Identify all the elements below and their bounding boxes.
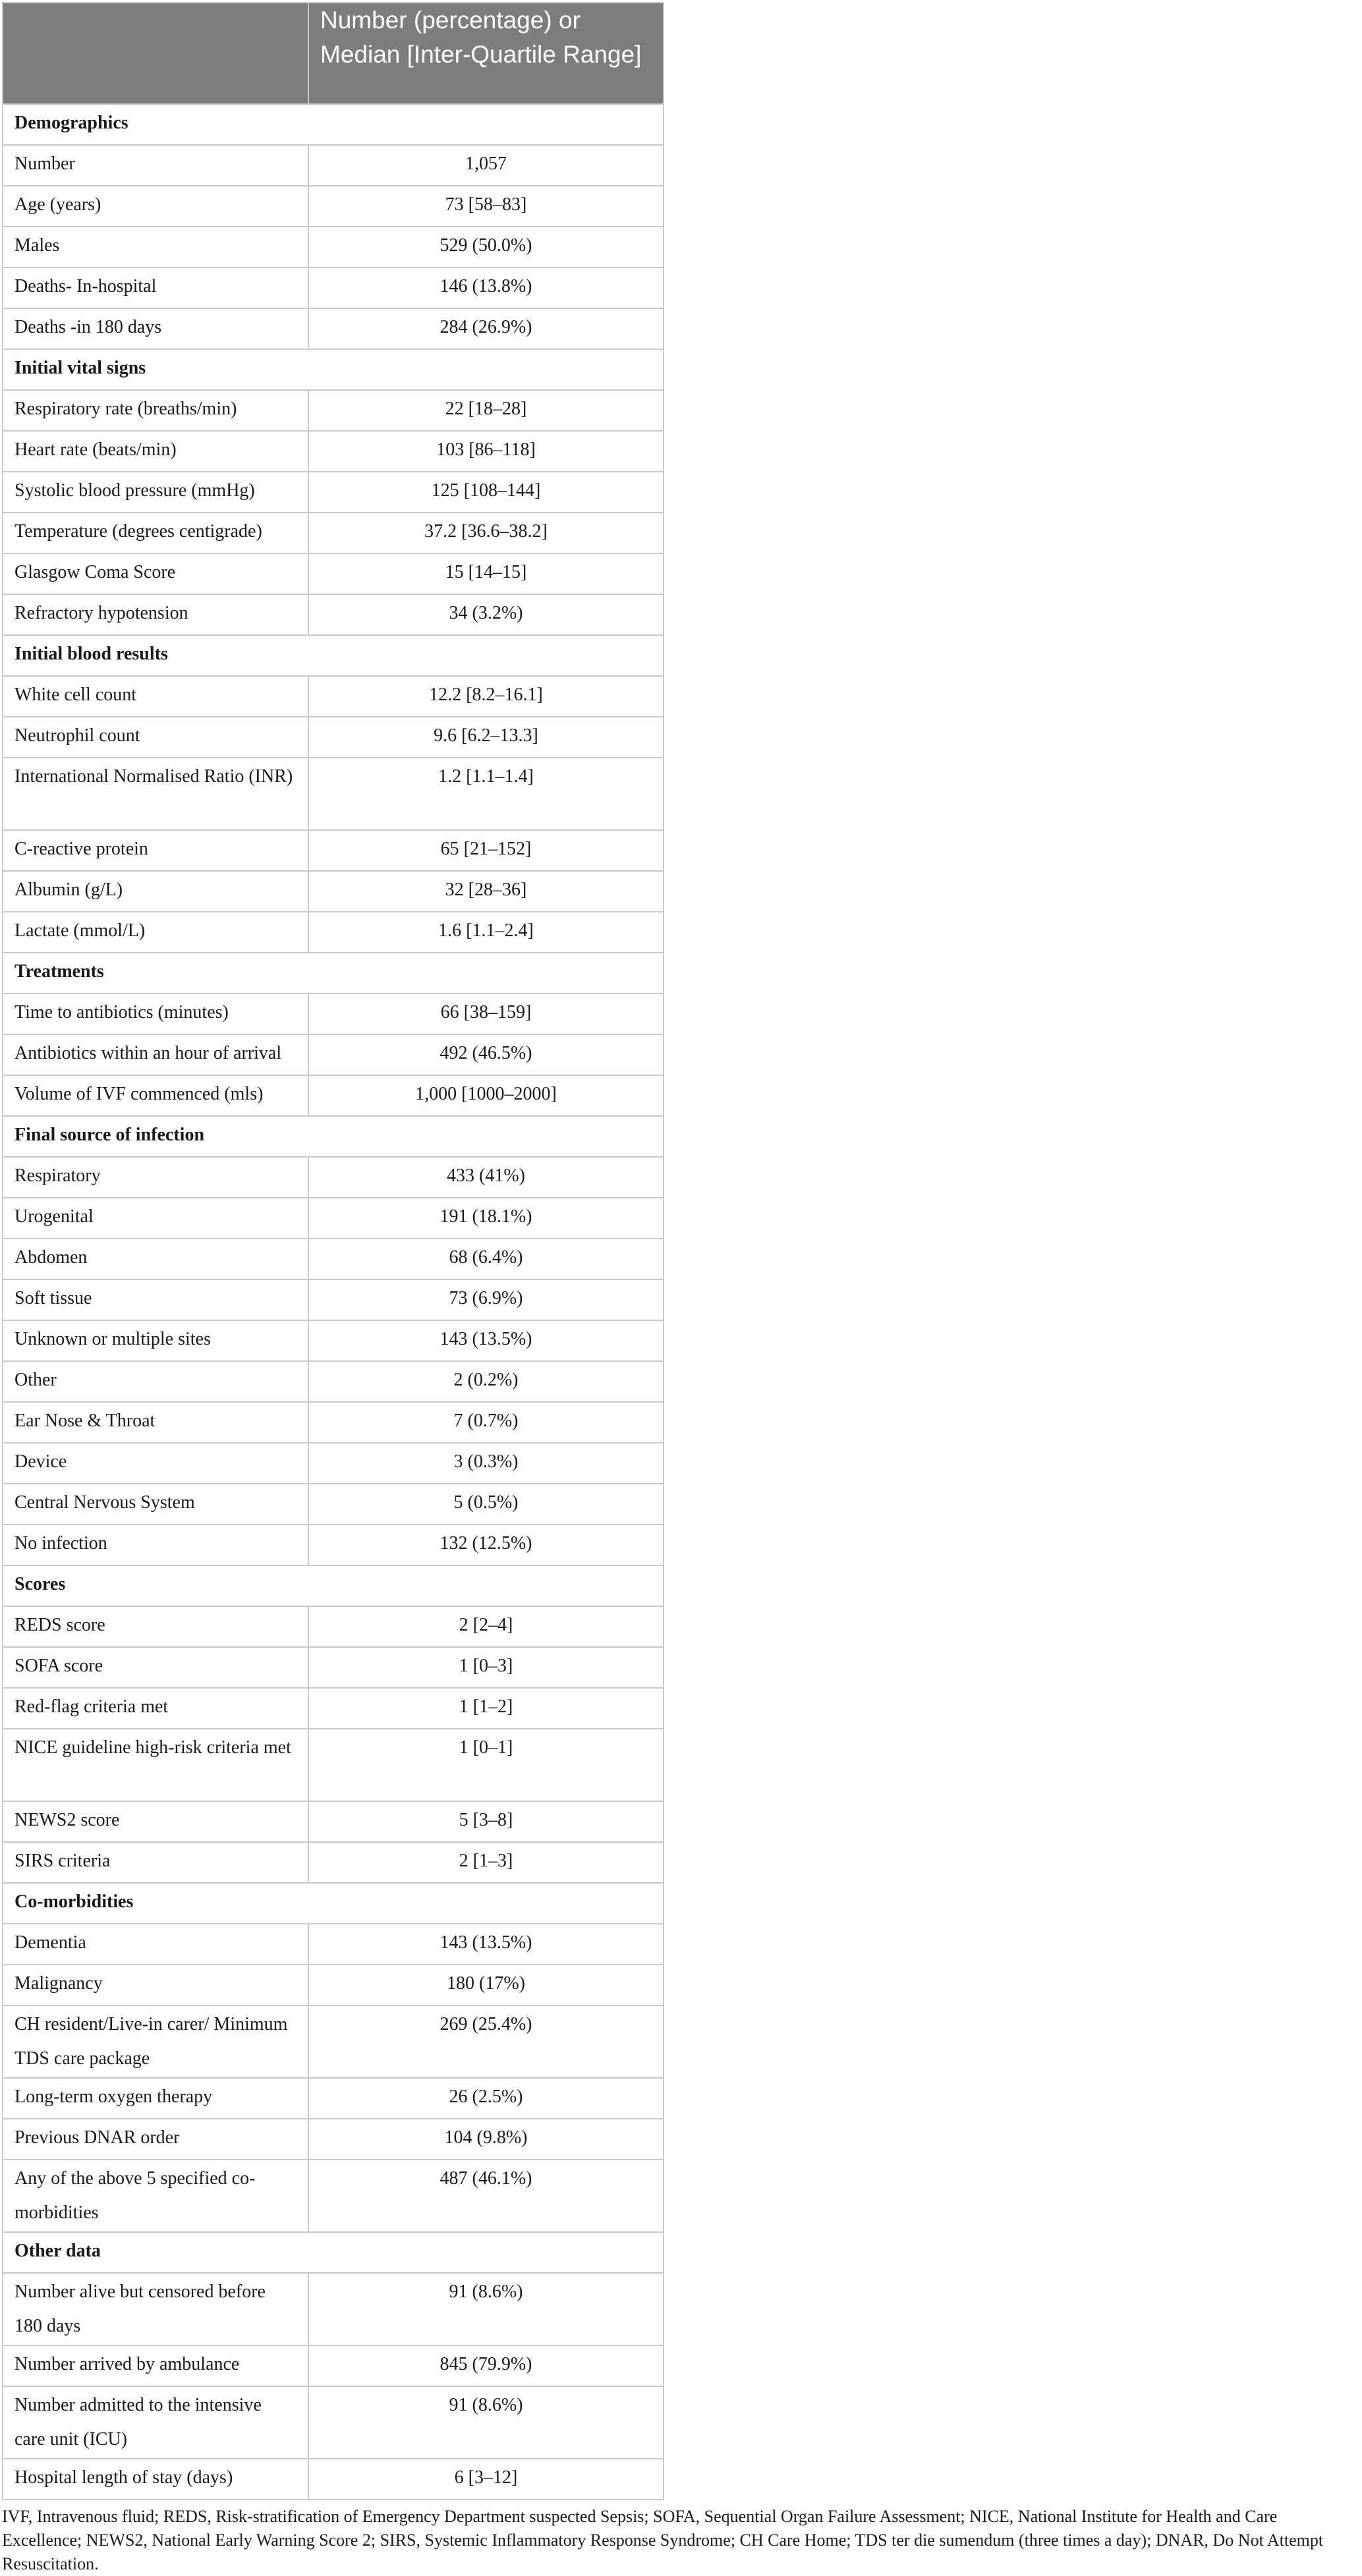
row-label: NICE guideline high-risk criteria met — [3, 1729, 308, 1801]
row-value: 1 [0–3] — [308, 1647, 664, 1688]
table-row — [3, 186, 664, 227]
table-row — [3, 1034, 664, 1075]
row-value: 132 (12.5%) — [308, 1525, 664, 1565]
row-label: Number alive but censored before 180 days — [3, 2273, 308, 2345]
section-header-row — [3, 1565, 664, 1606]
row-label: Neutrophil count — [3, 717, 308, 758]
section-title: Treatments — [3, 953, 664, 994]
row-label: Time to antibiotics (minutes) — [3, 994, 308, 1034]
row-value: 529 (50.0%) — [308, 227, 664, 267]
table-footnote: IVF, Intravenous fluid; REDS, Risk-stratification of Emergency Department suspected Sepsis; SOFA, Sequential Organ Failure Assessment; NICE, National Institute for Health and Care Excellence; NEWS2, National Early Warning Score 2; SIRS, Systemic Inflammatory Response Syndrome; CH Care Home; TDS ter die sumendum (three times a day); DNAR, Do Not Attempt Resuscitation. — [2, 2507, 1324, 2573]
section-header-row — [3, 2232, 664, 2273]
section-header-row — [3, 635, 664, 676]
row-label: Deaths -in 180 days — [3, 308, 308, 349]
row-label: SIRS criteria — [3, 1842, 308, 1883]
row-label: Malignancy — [3, 1965, 308, 2005]
table-row — [3, 308, 664, 349]
row-value: 26 (2.5%) — [308, 2078, 664, 2119]
row-label: Long-term oxygen therapy — [3, 2078, 308, 2119]
row-label: White cell count — [3, 676, 308, 717]
row-value: 487 (46.1%) — [308, 2160, 664, 2232]
row-value: 12.2 [8.2–16.1] — [308, 676, 664, 717]
row-value: 9.6 [6.2–13.3] — [308, 717, 664, 758]
row-value: 73 [58–83] — [308, 186, 664, 227]
section-title: Final source of infection — [3, 1116, 664, 1157]
row-value: 5 [3–8] — [308, 1801, 664, 1842]
table-row — [3, 1361, 664, 1402]
table-row — [3, 912, 664, 953]
row-label: Glasgow Coma Score — [3, 553, 308, 594]
row-label: Refractory hypotension — [3, 594, 308, 635]
table-row — [3, 1965, 664, 2005]
row-label: CH resident/Live-in carer/ Minimum TDS care package — [3, 2005, 308, 2078]
table-row — [3, 871, 664, 912]
row-value: 65 [21–152] — [308, 830, 664, 871]
row-value: 2 (0.2%) — [308, 1361, 664, 1402]
row-value: 15 [14–15] — [308, 553, 664, 594]
row-value: 125 [108–144] — [308, 472, 664, 513]
table-row — [3, 2273, 664, 2345]
section-title: Demographics — [3, 104, 664, 145]
row-label: Other — [3, 1361, 308, 1402]
header-value-column: Number (percentage) or Median [Inter-Quartile Range] — [308, 3, 664, 104]
table-row — [3, 2119, 664, 2160]
table-row — [3, 1157, 664, 1198]
table-row — [3, 1729, 664, 1801]
row-value: 1 [0–1] — [308, 1729, 664, 1801]
table-row — [3, 1402, 664, 1443]
table-row — [3, 830, 664, 871]
row-value: 3 (0.3%) — [308, 1443, 664, 1484]
row-value: 22 [18–28] — [308, 390, 664, 431]
table-row — [3, 1320, 664, 1361]
row-label: Respiratory — [3, 1157, 308, 1198]
row-label: Age (years) — [3, 186, 308, 227]
row-label: Hospital length of stay (days) — [3, 2459, 308, 2500]
table-row — [3, 513, 664, 553]
row-value: 66 [38–159] — [308, 994, 664, 1034]
row-label: Albumin (g/L) — [3, 871, 308, 912]
section-header-row — [3, 1883, 664, 1924]
table-row — [3, 1647, 664, 1688]
row-label: Deaths- In-hospital — [3, 267, 308, 308]
row-value: 37.2 [36.6–38.2] — [308, 513, 664, 553]
row-label: Lactate (mmol/L) — [3, 912, 308, 953]
row-value: 91 (8.6%) — [308, 2273, 664, 2345]
row-label: Males — [3, 227, 308, 267]
row-label: Central Nervous System — [3, 1484, 308, 1525]
row-value: 2 [2–4] — [308, 1606, 664, 1647]
table-row — [3, 1924, 664, 1965]
table-row — [3, 553, 664, 594]
table-row — [3, 1443, 664, 1484]
row-label: Any of the above 5 specified co-morbidities — [3, 2160, 308, 2232]
row-value: 5 (0.5%) — [308, 1484, 664, 1525]
row-value: 104 (9.8%) — [308, 2119, 664, 2160]
row-value: 845 (79.9%) — [308, 2345, 664, 2386]
row-value: 73 (6.9%) — [308, 1279, 664, 1320]
row-label: Temperature (degrees centigrade) — [3, 513, 308, 553]
row-value: 32 [28–36] — [308, 871, 664, 912]
row-value: 1,000 [1000–2000] — [308, 1075, 664, 1116]
row-label: C-reactive protein — [3, 830, 308, 871]
row-label: Ear Nose & Throat — [3, 1402, 308, 1443]
row-label: International Normalised Ratio (INR) — [3, 758, 308, 830]
section-title: Scores — [3, 1565, 664, 1606]
row-label: Respiratory rate (breaths/min) — [3, 390, 308, 431]
row-label: Urogenital — [3, 1198, 308, 1239]
table-row — [3, 2459, 664, 2500]
row-value: 68 (6.4%) — [308, 1239, 664, 1279]
table-row — [3, 2160, 664, 2232]
row-value: 34 (3.2%) — [308, 594, 664, 635]
row-label: Dementia — [3, 1924, 308, 1965]
table-row — [3, 1688, 664, 1729]
row-value: 7 (0.7%) — [308, 1402, 664, 1443]
row-label: SOFA score — [3, 1647, 308, 1688]
table-row — [3, 1842, 664, 1883]
section-title: Initial blood results — [3, 635, 664, 676]
table-header-row — [3, 3, 664, 104]
row-value: 1 [1–2] — [308, 1688, 664, 1729]
row-value: 191 (18.1%) — [308, 1198, 664, 1239]
row-label: REDS score — [3, 1606, 308, 1647]
row-value: 180 (17%) — [308, 1965, 664, 2005]
table-row — [3, 594, 664, 635]
row-label: Soft tissue — [3, 1279, 308, 1320]
row-label: Unknown or multiple sites — [3, 1320, 308, 1361]
row-label: Number arrived by ambulance — [3, 2345, 308, 2386]
row-label: Number — [3, 145, 308, 186]
table-row — [3, 390, 664, 431]
table-row — [3, 227, 664, 267]
table-row — [3, 758, 664, 830]
row-value: 1,057 — [308, 145, 664, 186]
table-row — [3, 1801, 664, 1842]
section-header-row — [3, 349, 664, 390]
table-row — [3, 1606, 664, 1647]
row-label: Device — [3, 1443, 308, 1484]
row-label: Antibiotics within an hour of arrival — [3, 1034, 308, 1075]
section-title: Other data — [3, 2232, 664, 2273]
row-label: Volume of IVF commenced (mls) — [3, 1075, 308, 1116]
section-title: Co-morbidities — [3, 1883, 664, 1924]
row-value: 1.2 [1.1–1.4] — [308, 758, 664, 830]
row-value: 1.6 [1.1–2.4] — [308, 912, 664, 953]
table-row — [3, 676, 664, 717]
table-row — [3, 2345, 664, 2386]
row-value: 143 (13.5%) — [308, 1924, 664, 1965]
table-row — [3, 472, 664, 513]
characteristics-table — [2, 2, 664, 2500]
row-label: NEWS2 score — [3, 1801, 308, 1842]
table-row — [3, 1239, 664, 1279]
row-value: 6 [3–12] — [308, 2459, 664, 2500]
table-row — [3, 994, 664, 1034]
row-value: 269 (25.4%) — [308, 2005, 664, 2078]
row-label: Heart rate (beats/min) — [3, 431, 308, 472]
table-row — [3, 267, 664, 308]
table-row — [3, 1075, 664, 1116]
row-value: 492 (46.5%) — [308, 1034, 664, 1075]
section-header-row — [3, 104, 664, 145]
table-row — [3, 145, 664, 186]
table-row — [3, 1279, 664, 1320]
row-label: Red-flag criteria met — [3, 1688, 308, 1729]
row-value: 433 (41%) — [308, 1157, 664, 1198]
table-body — [3, 104, 664, 2500]
row-label: Number admitted to the intensive care unit (ICU) — [3, 2386, 308, 2459]
row-value: 103 [86–118] — [308, 431, 664, 472]
table-row — [3, 1484, 664, 1525]
row-value: 91 (8.6%) — [308, 2386, 664, 2459]
section-header-row — [3, 953, 664, 994]
row-value: 284 (26.9%) — [308, 308, 664, 349]
table-row — [3, 431, 664, 472]
section-title: Initial vital signs — [3, 349, 664, 390]
row-label: Previous DNAR order — [3, 2119, 308, 2160]
row-value: 143 (13.5%) — [308, 1320, 664, 1361]
table-row — [3, 2078, 664, 2119]
row-label: Systolic blood pressure (mmHg) — [3, 472, 308, 513]
row-value: 2 [1–3] — [308, 1842, 664, 1883]
row-value: 146 (13.8%) — [308, 267, 664, 308]
table-row — [3, 717, 664, 758]
row-label: No infection — [3, 1525, 308, 1565]
table-row — [3, 2005, 664, 2078]
table-row — [3, 1198, 664, 1239]
table-row — [3, 2386, 664, 2459]
header-label-column — [3, 3, 308, 104]
section-header-row — [3, 1116, 664, 1157]
table-row — [3, 1525, 664, 1565]
row-label: Abdomen — [3, 1239, 308, 1279]
